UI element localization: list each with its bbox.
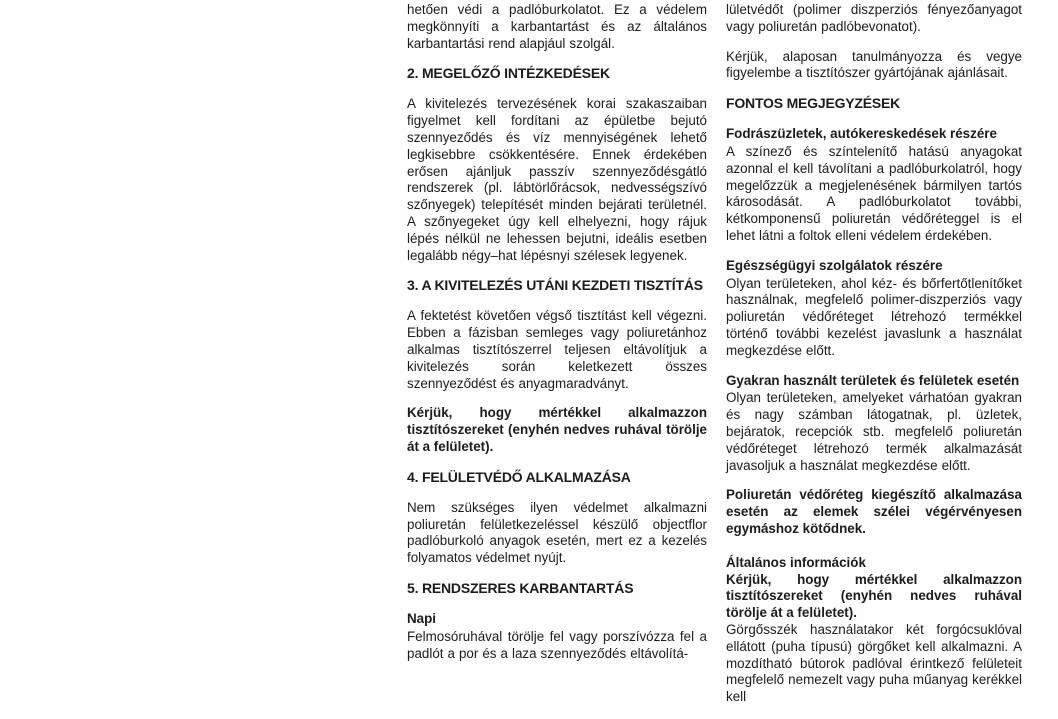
sub-heading-general-information: Általános információk	[726, 554, 866, 570]
text-column-middle	[407, 2, 707, 675]
paragraph-continuation: hetően védi a padlóburkolatot. Ez a védelem megkönnyíti a karbantartást és az általános karbantartási rend alapjául szolgál.	[407, 2, 707, 51]
paragraph-clipped: Felmosóruhával törölje fel vagy porszívózza fel a padlót a por és a laza szennyeződés eltávolítá-	[407, 628, 707, 661]
paragraph: Olyan területeken, amelyeket várhatóan gyakran és nagy számban látogatnak, pl. üzletek, bejáratok, recepciók stb. megfelelő poliuretán védőréteget létrehozó termék alkalmazását javasoljuk a használat megkezdése előtt.	[726, 390, 1022, 473]
sub-heading-frequently-used-areas: Gyakran használt területek és felületek esetén	[726, 372, 1020, 388]
paragraph: A színező és színtelenítő hatású anyagokat azonnal el kell távolítani a padlóburkolatról, hogy megelőzzük a megjelenésének bármilyen tartós károsodását. A padlóburkolatot további, kétkomponensű poliuretán védőréteggel is el lehet látni a foltok elleni védelem érdekében.	[726, 143, 1022, 243]
paragraph: Nem szükséges ilyen védelmet alkalmazni poliuretán felületkezeléssel készülő objectflor padlóburkoló anyagok esetén, mert ez a kezelés folyamatos védelmet nyújt.	[407, 499, 707, 566]
paragraph: Olyan területeken, ahol kéz- és bőrfertőtlenítőket használnak, megfelelő polimer-diszperziós vagy poliuretán védőréteget létrehozó termékkel történő további kezelést javaslunk a használat megkezdése előtt.	[726, 275, 1022, 358]
section-heading-preventive-measures: 2. MEGELŐZŐ INTÉZKEDÉSEK	[407, 65, 610, 82]
sub-heading-daily: Napi	[407, 610, 437, 626]
section-heading-important-notes: FONTOS MEGJEGYZÉSEK	[726, 95, 901, 112]
paragraph: A fektetést követően végső tisztítást kell végezni. Ebben a fázisban semleges vagy poliuretánhoz alkalmas tisztítószerrel teljesen eltávolítjuk a kivitelezés során keletkezett összes szennyeződést és anyagmaradványt.	[407, 308, 707, 391]
sub-heading-hairdressers-car-dealers: Fodrászüzletek, autókereskedések részére	[726, 126, 997, 142]
paragraph: Kérjük, alaposan tanulmányozza és vegye figyelembe a tisztítószer gyártójának ajánlásait.	[726, 48, 1022, 81]
sub-heading-health-services: Egészségügyi szolgálatok részére	[726, 257, 943, 273]
paragraph-continuation: lületvédőt (polimer diszperziós fényezőanyagot vagy poliuretán padlóbevonatot).	[726, 2, 1022, 34]
paragraph: A kivitelezés tervezésének korai szakaszaiban figyelmet kell fordítani az épületbe bejutó szennyeződés és víz mennyiségének lehető legkisebbre csökkentésére. Ennek érdekében erősen ajánljuk passzív szennyeződésgátló rendszerek (pl. lábtörlőrácsok, nedvességszívó szőnyegek) telepítését minden bejárati területnél. A szőnyegeket úgy kell elhelyezni, hogy rájuk lépés nélkül ne lehessen bejutni, ideális esetben legalább négy–hat lépésnyi szélesek legyenek.	[407, 96, 707, 263]
bold-note-paragraph: Poliuretán védőréteg kiegészítő alkalmazása esetén az elemek szélei végérvényesen egymáshoz kötődnek.	[726, 487, 1022, 536]
text-column-right	[726, 2, 1022, 719]
section-heading-surface-protection: 4. FELÜLETVÉDŐ ALKALMAZÁSA	[407, 468, 631, 485]
bold-note-paragraph: Kérjük, hogy mértékkel alkalmazzon tisztítószereket (enyhén nedves ruhával törölje át a felületet).	[726, 571, 1022, 621]
section-heading-regular-maintenance: 5. RENDSZERES KARBANTARTÁS	[407, 579, 634, 596]
section-heading-initial-cleaning: 3. A KIVITELEZÉS UTÁNI KEZDETI TISZTÍTÁS	[407, 277, 703, 294]
bold-note-paragraph: Kérjük, hogy mértékkel alkalmazzon tisztítószereket (enyhén nedves ruhával törölje át a felületet).	[407, 405, 707, 454]
paragraph-clipped: Görgősszék használatakor két forgócsuklóval ellátott (puha típusú) görgőket kell alkalmazni. A mozdítható bútorok padlóval érintkező felületeit megfelelő nemezelt vagy puha műanyag kerékkel kell	[726, 621, 1022, 705]
